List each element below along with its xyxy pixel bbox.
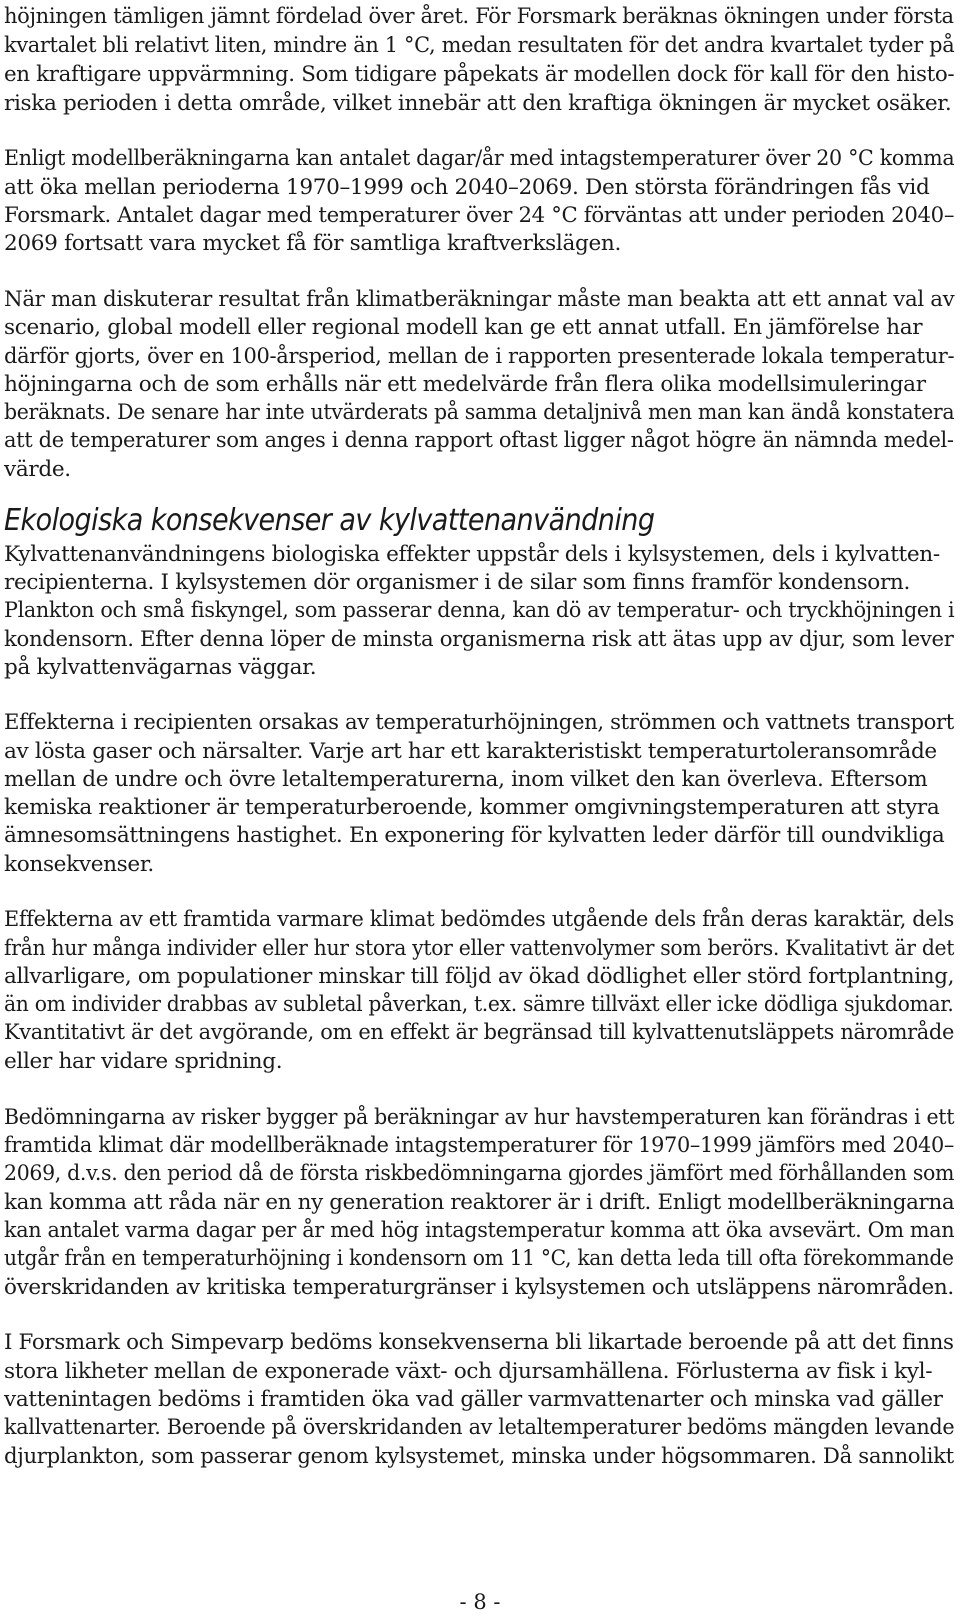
page-number: - 8 - (459, 1590, 501, 1614)
text-line: vattenintagen bedöms i framtiden öka vad gäller varmvattenarter och minska vad gäller (4, 1387, 943, 1412)
text-line: Plankton och små fiskyngel, som passerar denna, kan dö av temperatur- och tryckhöjningen i (4, 598, 955, 623)
text-line: värde. (4, 457, 71, 482)
text-line: 2069 fortsatt vara mycket få för samtliga kraftverkslägen. (4, 231, 621, 256)
text-line: kondensorn. Efter denna löper de minsta organismerna risk att ätas upp av djur, som lever (4, 627, 954, 652)
text-line: scenario, global modell eller regional modell kan ge ett annat utfall. En jämförelse har (4, 315, 923, 340)
text-line: 2069, d.v.s. den period då de första riskbedömningarna gjordes jämfört med förhållanden som (4, 1161, 955, 1186)
text-line: recipienterna. I kylsystemen dör organismer i de silar som finns framför kondensorn. (4, 570, 910, 595)
text-line: djurplankton, som passerar genom kylsystemet, minska under högsommaren. Då sannolikt (4, 1444, 954, 1469)
text-line: stora likheter mellan de exponerade växt- och djursamhällena. Förlusterna av fisk i kyl- (4, 1359, 933, 1384)
text-line: Enligt modellberäkningarna kan antalet dagar/år med intagstemperaturer över 20 °C komma (4, 146, 955, 171)
text-line: Effekterna i recipienten orsakas av temperaturhöjningen, strömmen och vattnets transport (4, 710, 954, 735)
text-line: överskridanden av kritiska temperaturgränser i kylsystemen och utsläppens närområden. (4, 1275, 954, 1300)
text-line: allvarligare, om populationer minskar till följd av ökad dödlighet eller störd fortplantning, (4, 964, 955, 989)
text-line: beräknats. De senare har inte utvärderats på samma detaljnivå men man kan ändå konstatera (4, 400, 955, 425)
text-line: kan antalet varma dagar per år med hög intagstemperatur komma att öka avsevärt. Om man (4, 1218, 955, 1243)
text-line: framtida klimat där modellberäknade intagstemperaturer för 1970–1999 jämförs med 2040– (4, 1133, 954, 1158)
text-line: än om individer drabbas av subletal påverkan, t.ex. sämre tillväxt eller icke dödliga sjukdomar. (4, 992, 954, 1017)
text-line: att de temperaturer som anges i denna rapport oftast ligger något högre än nämnda medel- (4, 428, 954, 453)
text-line: Kylvattenanvändningens biologiska effekter uppstår dels i kylsystemen, dels i kylvatten- (4, 542, 940, 567)
text-line: mellan de undre och övre letaltemperaturerna, inom vilket den kan överleva. Eftersom (4, 767, 928, 792)
text-line: på kylvattenvägarnas väggar. (4, 655, 317, 680)
text-line: konsekvenser. (4, 852, 154, 877)
section-heading: Ekologiska konsekvenser av kylvattenanvändning (4, 503, 655, 538)
text-line: att öka mellan perioderna 1970–1999 och 2040–2069. Den största förändringen fås vid (4, 175, 930, 200)
text-line: Forsmark. Antalet dagar med temperaturer över 24 °C förväntas att under perioden 2040– (4, 203, 955, 228)
text-line: Bedömningarna av risker bygger på beräkningar av hur havstemperaturen kan förändras i ett (4, 1105, 955, 1130)
text-line: eller har vidare spridning. (4, 1049, 283, 1074)
text-line: av lösta gaser och närsalter. Varje art har ett karakteristiskt temperaturtoleransområde (4, 739, 937, 764)
text-line: I Forsmark och Simpevarp bedöms konsekvenserna bli likartade beroende på att det finns (4, 1330, 954, 1355)
text-line: riska perioden i detta område, vilket innebär att den kraftiga ökningen är mycket osäker. (4, 91, 952, 116)
text-line: höjningen tämligen jämnt fördelad över året. För Forsmark beräknas ökningen under första (4, 4, 954, 29)
text-line: från hur många individer eller hur stora ytor eller vattenvolymer som berörs. Kvalitativt är det (4, 936, 955, 961)
text-line: kemiska reaktioner är temperaturberoende, kommer omgivningstemperaturen att styra (4, 795, 940, 820)
text-line: utgår från en temperaturhöjning i kondensorn om 11 °C, kan detta leda till ofta förekommande (4, 1246, 954, 1271)
text-line: kvartalet bli relativt liten, mindre än 1 °C, medan resultaten för det andra kvartalet tyder på (4, 33, 955, 58)
text-line: kan komma att råda när en ny generation reaktorer är i drift. Enligt modellberäkningarna (4, 1190, 955, 1215)
text-line: Effekterna av ett framtida varmare klimat bedömdes utgående dels från deras karaktär, dels (4, 907, 954, 932)
text-line: därför gjorts, över en 100-årsperiod, mellan de i rapporten presenterade lokala temperatur- (4, 344, 955, 369)
text-line: kallvattenarter. Beroende på överskridanden av letaltemperaturer bedöms mängden levande (4, 1415, 955, 1440)
text-line: höjningarna och de som erhålls när ett medelvärde från flera olika modellsimuleringar (4, 372, 926, 397)
text-line: Kvantitativt är det avgörande, om en effekt är begränsad till kylvattenutsläppets närområde (4, 1020, 955, 1045)
text-line: När man diskuterar resultat från klimatberäkningar måste man beakta att ett annat val av (4, 287, 955, 312)
text-line: en kraftigare uppvärmning. Som tidigare påpekats är modellen dock för kall för den histo- (4, 62, 955, 87)
text-line: ämnesomsättningens hastighet. En exponering för kylvatten leder därför till oundvikliga (4, 823, 945, 848)
